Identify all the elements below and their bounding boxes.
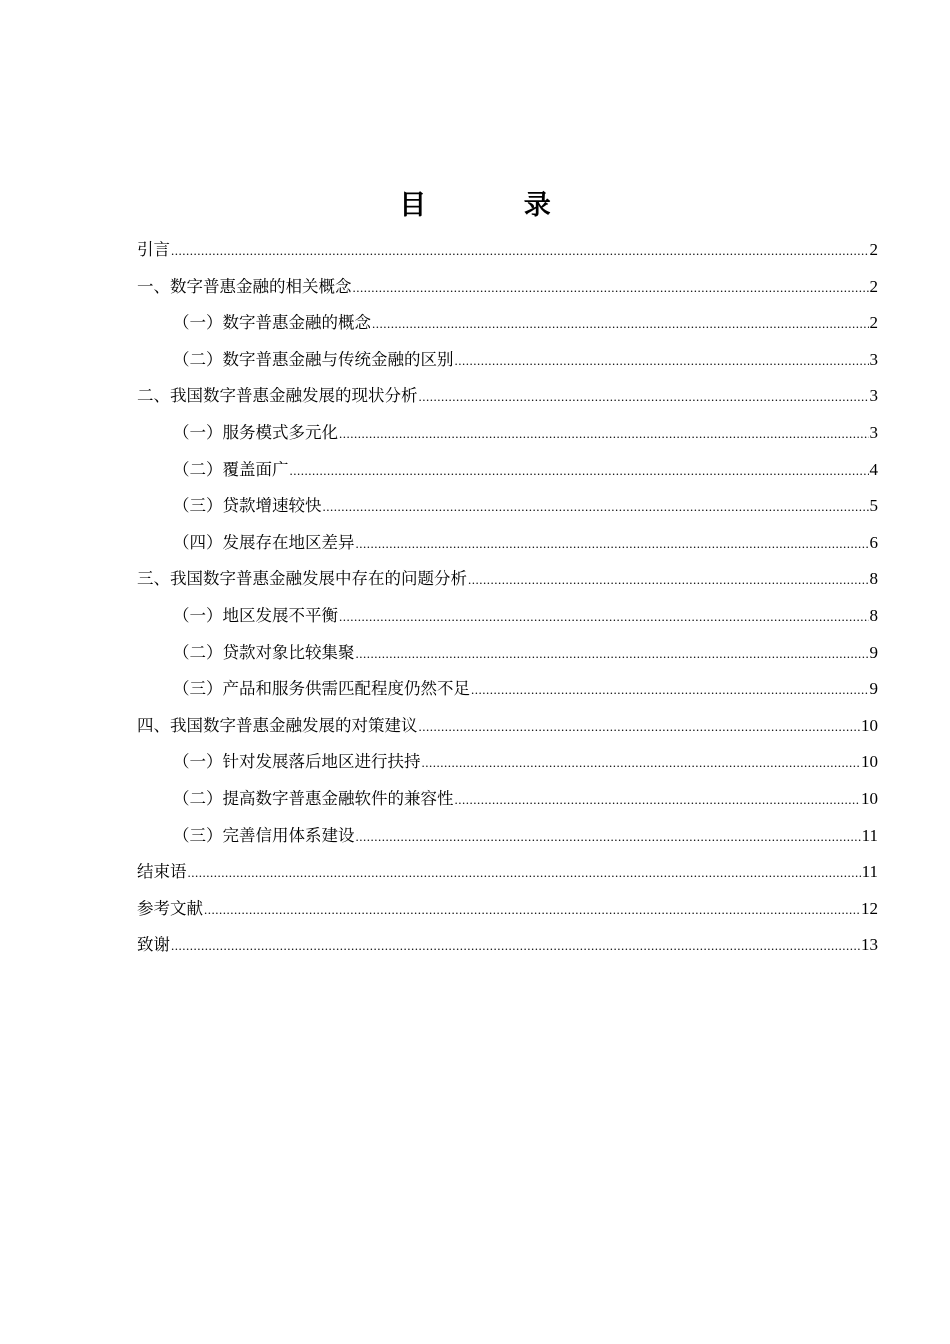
toc-entry-label: 四、我国数字普惠金融发展的对策建议 [137,715,418,735]
toc-entry-label: （一）地区发展不平衡 [173,605,338,625]
toc-entry[interactable] [137,674,878,711]
toc-entry-page-number: 9 [869,642,878,662]
toc-dot-leader [171,931,860,960]
toc-entry-page-number: 13 [861,935,878,955]
toc-entry-label: （四）发展存在地区差异 [173,532,355,552]
toc-dot-leader [372,309,869,338]
toc-entry[interactable] [137,821,878,858]
toc-dot-leader [455,346,869,375]
toc-entry-label: 参考文献 [137,898,203,918]
toc-dot-leader [356,639,869,668]
toc-entry[interactable] [137,711,878,748]
toc-entry-page-number: 10 [861,715,878,735]
toc-entry-page-number: 11 [861,825,878,845]
toc-dot-leader [455,785,861,814]
toc-dot-leader [353,273,869,302]
toc-entry-page-number: 8 [869,569,878,589]
toc-entry[interactable] [137,638,878,675]
toc-entry-page-number: 2 [869,313,878,333]
toc-entry[interactable] [137,418,878,455]
toc-entry-page-number: 4 [869,459,878,479]
toc-dot-leader [356,529,869,558]
toc-entry[interactable] [137,381,878,418]
toc-entry-label: 二、我国数字普惠金融发展的现状分析 [137,386,418,406]
page-title: 目 录 [399,190,595,222]
toc-entry[interactable] [137,308,878,345]
toc-entry-label: 致谢 [137,935,170,955]
toc-entry-label: （二）贷款对象比较集聚 [173,642,355,662]
toc-entry[interactable] [137,235,878,272]
toc-dot-leader [171,236,869,265]
toc-entry-page-number: 11 [861,862,878,882]
toc-entry[interactable] [137,894,878,931]
toc-dot-leader [419,382,869,411]
toc-entry-page-number: 5 [869,496,878,516]
toc-entry-label: （三）完善信用体系建设 [173,825,355,845]
toc-entry-label: 引言 [137,240,170,259]
toc-entry-label: （一）针对发展落后地区进行扶持 [173,752,421,772]
toc-entry-label: （三）贷款增速较快 [173,496,322,516]
toc-entry[interactable] [137,601,878,638]
toc-entry-label: 结束语 [137,862,187,882]
toc-dot-leader [339,602,869,631]
toc-entry-page-number: 2 [869,240,878,259]
toc-entry-label: （三）产品和服务供需匹配程度仍然不足 [173,679,470,699]
toc-dot-leader [323,492,869,521]
toc-entry[interactable] [137,930,878,967]
toc-dot-leader [290,456,869,485]
toc-entry[interactable] [137,455,878,492]
toc-entry[interactable] [137,564,878,601]
toc-dot-leader [339,419,869,448]
toc-entry-page-number: 3 [869,422,878,442]
toc-entry-label: （一）服务模式多元化 [173,422,338,442]
toc-entry-label: （一）数字普惠金融的概念 [173,313,371,333]
toc-entry-page-number: 3 [869,349,878,369]
toc-entry[interactable] [137,272,878,309]
toc-entry-label: （二）提高数字普惠金融软件的兼容性 [173,788,454,808]
toc-dot-leader [419,712,861,741]
toc-entry-label: 一、数字普惠金融的相关概念 [137,276,352,296]
toc-dot-leader [471,675,869,704]
toc-dot-leader [422,748,861,777]
toc-entry-label: （二）数字普惠金融与传统金融的区别 [173,349,454,369]
toc-entry-page-number: 2 [869,276,878,296]
toc-entry-page-number: 10 [861,788,878,808]
toc-entry-page-number: 6 [869,532,878,552]
toc-entry-page-number: 10 [861,752,878,772]
toc-entry[interactable] [137,784,878,821]
toc-entry-page-number: 8 [869,605,878,625]
toc-entry-page-number: 9 [869,679,878,699]
toc-entry-page-number: 12 [861,898,878,918]
table-of-contents [137,235,878,967]
toc-entry[interactable] [137,528,878,565]
toc-dot-leader [204,895,860,924]
toc-dot-leader [468,565,869,594]
toc-entry[interactable] [137,345,878,382]
toc-dot-leader [356,822,861,851]
toc-entry[interactable] [137,747,878,784]
toc-entry[interactable] [137,857,878,894]
toc-dot-leader [188,858,861,887]
toc-entry-label: （二）覆盖面广 [173,459,289,479]
toc-entry-label: 三、我国数字普惠金融发展中存在的问题分析 [137,569,467,589]
toc-entry[interactable] [137,491,878,528]
toc-entry-page-number: 3 [869,386,878,406]
